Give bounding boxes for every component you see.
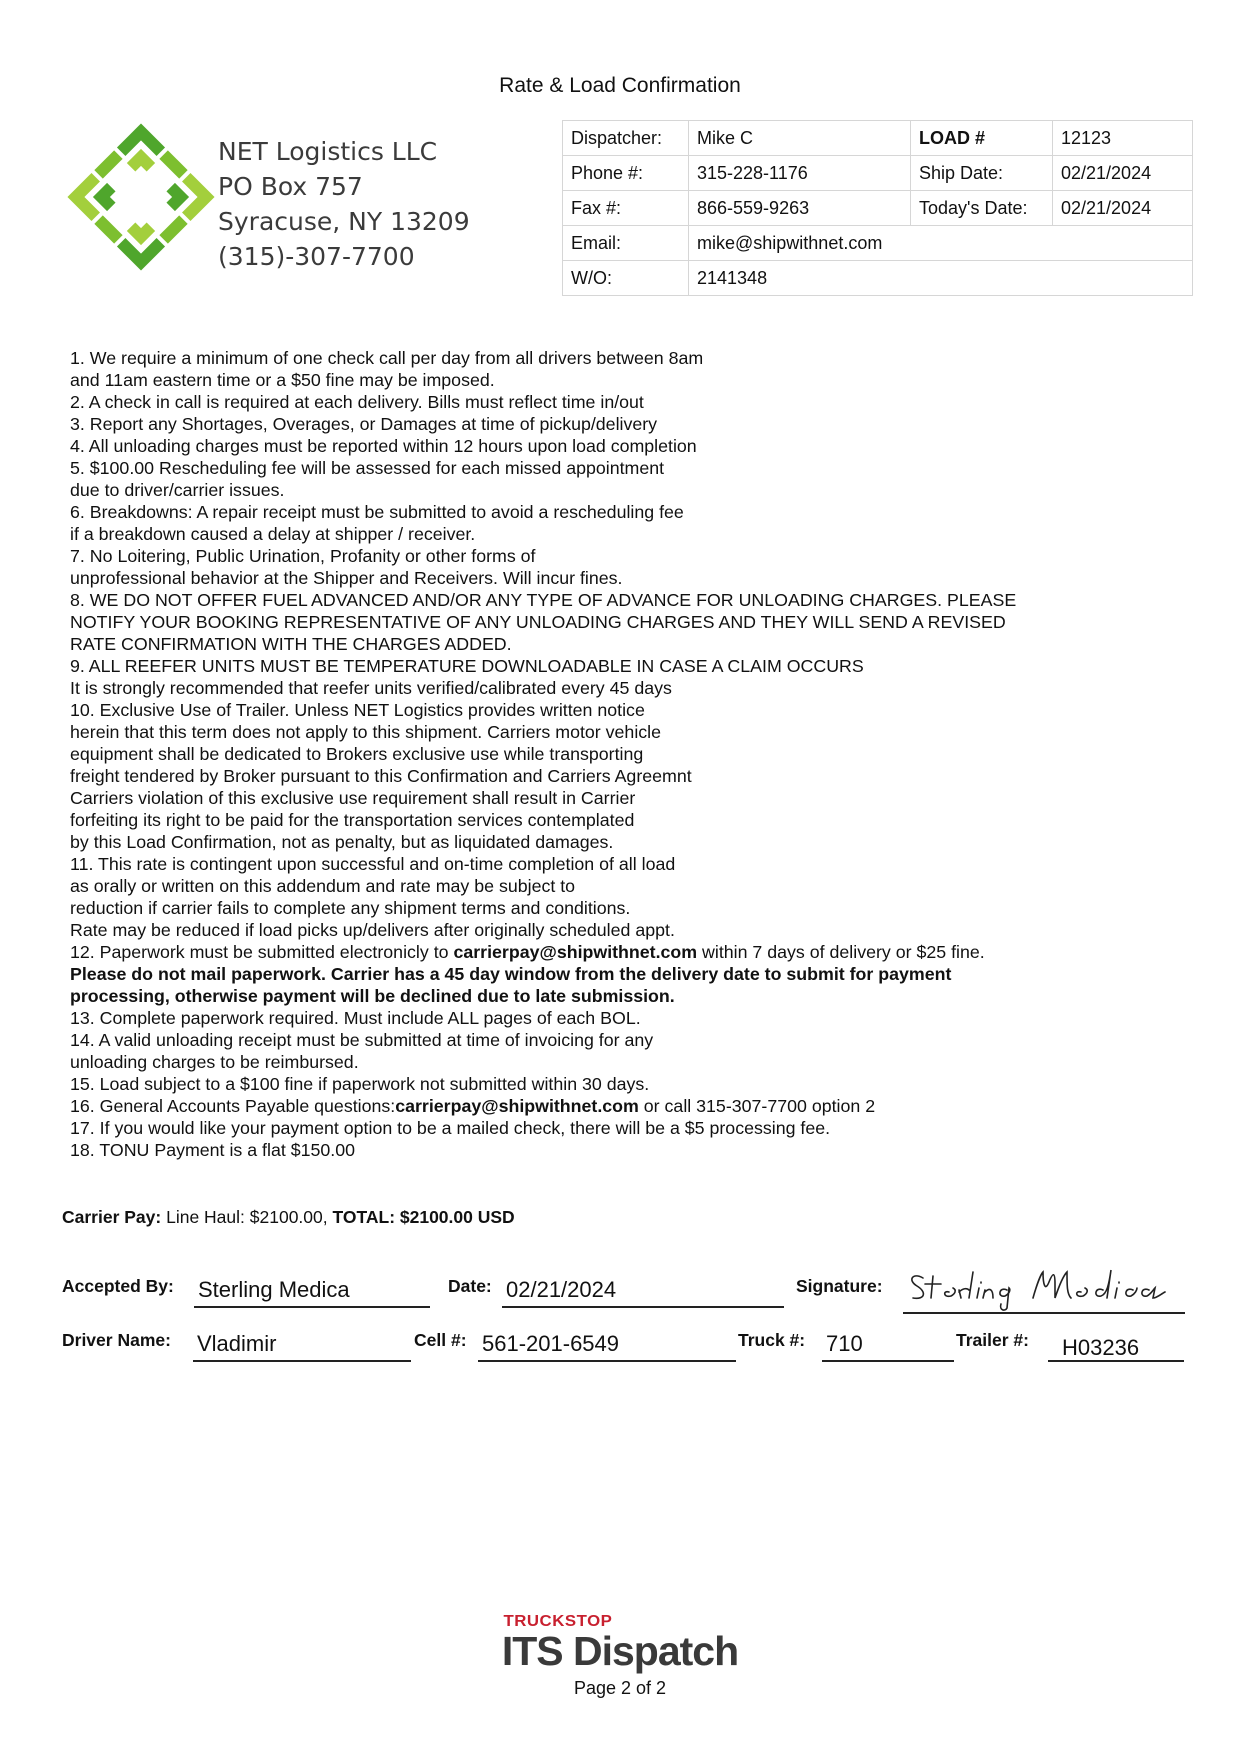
signature-label: Signature: [796, 1276, 883, 1296]
company-po-box: PO Box 757 [218, 172, 363, 201]
term-line: NOTIFY YOUR BOOKING REPRESENTATIVE OF ANY UNLOADING CHARGES AND THEY WILL SEND A REVISED [70, 612, 1006, 632]
dispatch-info-table [562, 120, 1193, 296]
term-line: Rate may be reduced if load picks up/delivers after originally scheduled appt. [70, 920, 675, 940]
page-number: Page 2 of 2 [573, 1678, 667, 1698]
term-line: 17. If you would like your payment option to be a mailed check, there will be a $5 processing fee. [70, 1118, 831, 1138]
fax-value: 866-559-9263 [689, 191, 911, 226]
term-line: by this Load Confirmation, not as penalty, but as liquidated damages. [70, 832, 614, 852]
term-line: 14. A valid unloading receipt must be submitted at time of invoicing for any [70, 1030, 654, 1050]
trailer-value: H03236 [1062, 1335, 1140, 1360]
term-line: freight tendered by Broker pursuant to this Confirmation and Carriers Agreemnt [70, 766, 692, 786]
cell-field[interactable] [478, 1330, 736, 1362]
accepted-by-field[interactable] [194, 1276, 430, 1308]
phone-value: 315-228-1176 [689, 156, 911, 191]
company-name: NET Logistics LLC [218, 137, 438, 166]
wo-value: 2141348 [689, 261, 1193, 296]
term-line-bold: processing, otherwise payment will be declined due to late submission. [70, 986, 675, 1006]
term-line: 13. Complete paperwork required. Must include ALL pages of each BOL. [70, 1008, 641, 1028]
term-line: 6. Breakdowns: A repair receipt must be submitted to avoid a rescheduling fee [70, 502, 684, 522]
line-haul-value: Line Haul: $2100.00, [161, 1207, 333, 1227]
term-line: unprofessional behavior at the Shipper and Receivers. Will incur fines. [70, 568, 623, 588]
dispatcher-value: Mike C [689, 121, 911, 156]
term-line: 11. This rate is contingent upon successful and on-time completion of all load [70, 854, 676, 874]
truckstop-brand-label: TRUCKSTOP [503, 1613, 613, 1630]
driver-name-label: Driver Name: [62, 1330, 171, 1350]
truck-value: 710 [826, 1331, 863, 1356]
term-line: if a breakdown caused a delay at shipper / receiver. [70, 524, 476, 544]
accepted-by-label: Accepted By: [62, 1276, 174, 1296]
carrierpay-email-link[interactable]: carrierpay@shipwithnet.com [453, 942, 698, 962]
term-line: herein that this term does not apply to this shipment. Carriers motor vehicle [70, 722, 662, 742]
net-logistics-logo [66, 122, 216, 272]
accepted-by-value: Sterling Medica [198, 1277, 350, 1302]
company-address [218, 134, 470, 274]
term-line: reduction if carrier fails to complete any shipment terms and conditions. [70, 898, 631, 918]
term-text: or call 315-307-7700 option 2 [638, 1096, 876, 1116]
email-label: Email: [563, 226, 689, 261]
term-line: Carriers violation of this exclusive use requirement shall result in Carrier [70, 788, 636, 808]
load-number-label: LOAD # [911, 121, 1053, 156]
wo-label: W/O: [563, 261, 689, 296]
carrierpay-email-link[interactable]: carrierpay@shipwithnet.com [395, 1096, 639, 1116]
term-text: within 7 days of delivery or $25 fine. [697, 942, 985, 962]
term-line: 3. Report any Shortages, Overages, or Damages at time of pickup/delivery [70, 414, 658, 434]
term-line: 18. TONU Payment is a flat $150.00 [70, 1140, 355, 1160]
trailer-label: Trailer #: [956, 1330, 1029, 1350]
term-line [70, 941, 1200, 963]
date-label: Date: [448, 1276, 492, 1296]
company-phone: (315)-307-7700 [218, 242, 415, 271]
term-text: 12. Paperwork must be submitted electronicly to [70, 942, 454, 962]
driver-name-field[interactable] [193, 1330, 411, 1362]
fax-label: Fax #: [563, 191, 689, 226]
term-line: 10. Exclusive Use of Trailer. Unless NET Logistics provides written notice [70, 700, 645, 720]
truck-label: Truck #: [738, 1330, 806, 1350]
term-line-bold: Please do not mail paperwork. Carrier has a 45 day window from the delivery date to submit for payment [70, 964, 952, 984]
term-line: equipment shall be dedicated to Brokers exclusive use while transporting [70, 744, 644, 764]
term-text: 16. General Accounts Payable questions: [70, 1096, 396, 1116]
todays-date-value: 02/21/2024 [1053, 191, 1193, 226]
term-line: RATE CONFIRMATION WITH THE CHARGES ADDED. [70, 634, 512, 654]
term-line: 4. All unloading charges must be reported within 12 hours upon load completion [70, 436, 697, 456]
term-line: 7. No Loitering, Public Urination, Profanity or other forms of [70, 546, 536, 566]
phone-label: Phone #: [563, 156, 689, 191]
term-line: 9. ALL REEFER UNITS MUST BE TEMPERATURE DOWNLOADABLE IN CASE A CLAIM OCCURS [70, 656, 864, 676]
term-line: unloading charges to be reimbursed. [70, 1052, 359, 1072]
term-line: It is strongly recommended that reefer units verified/calibrated every 45 days [70, 678, 672, 698]
carrier-pay-line [62, 1207, 515, 1228]
dispatcher-label: Dispatcher: [563, 121, 689, 156]
truck-field[interactable] [822, 1330, 954, 1362]
todays-date-label: Today's Date: [911, 191, 1053, 226]
term-line: 15. Load subject to a $100 fine if paperwork not submitted within 30 days. [70, 1074, 650, 1094]
handwritten-signature [903, 1264, 1185, 1312]
term-line: 2. A check in call is required at each delivery. Bills must reflect time in/out [70, 392, 644, 412]
terms-list [70, 347, 1200, 1161]
trailer-field[interactable] [1048, 1330, 1184, 1362]
signature-field[interactable] [903, 1264, 1185, 1314]
date-field[interactable] [502, 1276, 784, 1308]
date-value: 02/21/2024 [506, 1277, 617, 1302]
term-line: forfeiting its right to be paid for the transportation services contemplated [70, 810, 635, 830]
term-line: and 11am eastern time or a $50 fine may be imposed. [70, 370, 495, 390]
total-value: TOTAL: $2100.00 USD [332, 1207, 515, 1227]
term-line: due to driver/carrier issues. [70, 480, 285, 500]
term-line: 1. We require a minimum of one check call per day from all drivers between 8am [70, 348, 704, 368]
term-line: 8. WE DO NOT OFFER FUEL ADVANCED AND/OR ANY TYPE OF ADVANCE FOR UNLOADING CHARGES. PLEASE [70, 590, 1017, 610]
term-line: as orally or written on this addendum and rate may be subject to [70, 876, 576, 896]
term-line: 5. $100.00 Rescheduling fee will be assessed for each missed appointment [70, 458, 665, 478]
email-value: mike@shipwithnet.com [689, 226, 1193, 261]
ship-date-label: Ship Date: [911, 156, 1053, 191]
cell-label: Cell #: [414, 1330, 467, 1350]
driver-name-value: Vladimir [197, 1331, 277, 1356]
load-number-value: 12123 [1053, 121, 1193, 156]
its-dispatch-logo: ITS Dispatch [501, 1628, 739, 1674]
company-city: Syracuse, NY 13209 [218, 207, 470, 236]
carrier-pay-label: Carrier Pay: [62, 1207, 162, 1227]
term-line [70, 1095, 1200, 1117]
cell-value: 561-201-6549 [482, 1331, 620, 1356]
ship-date-value: 02/21/2024 [1053, 156, 1193, 191]
document-title: Rate & Load Confirmation [499, 74, 741, 97]
